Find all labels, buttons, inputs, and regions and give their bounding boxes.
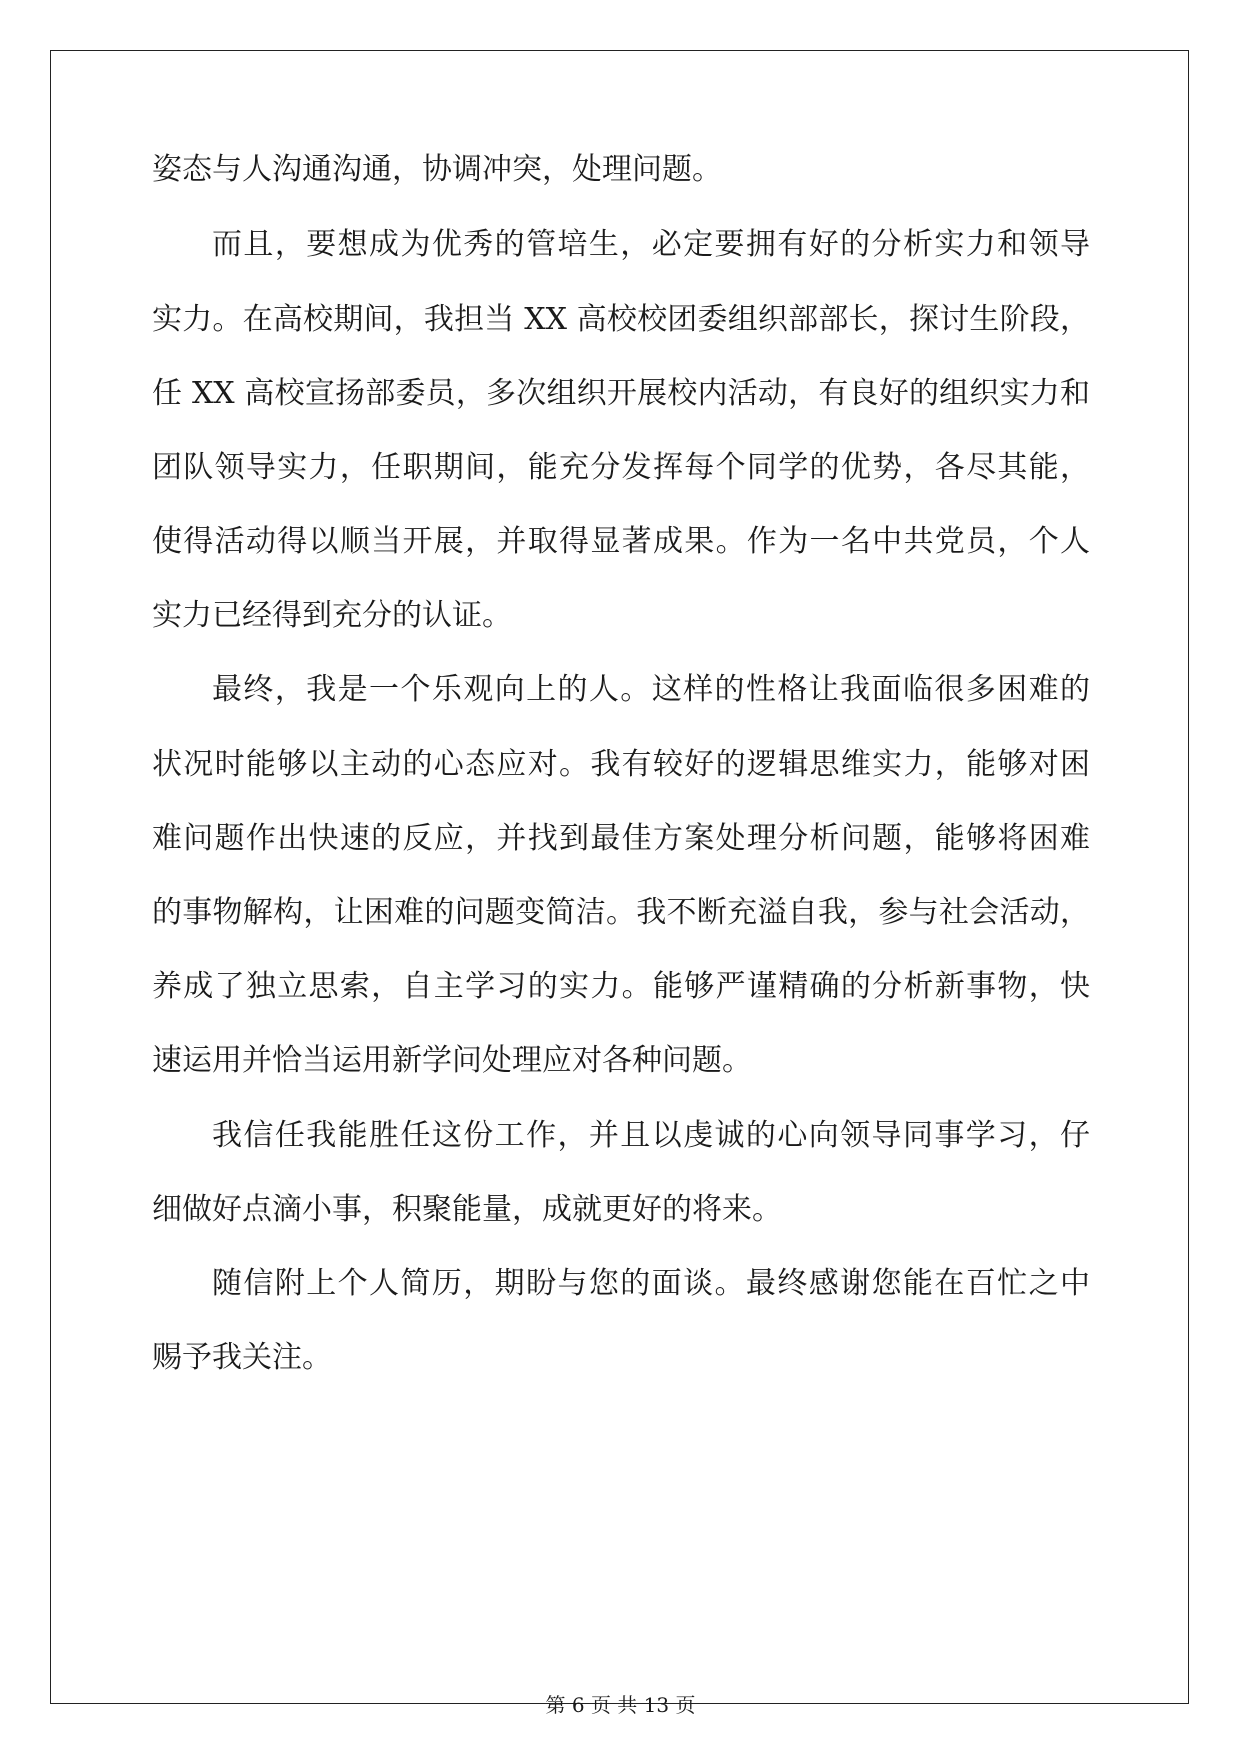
text-line: 实力已经得到充分的认证。 bbox=[152, 598, 512, 633]
text-line: 速运用并恰当运用新学问处理应对各种问题。 bbox=[152, 1043, 752, 1078]
text-line: 姿态与人沟通沟通，协调冲突，处理问题。 bbox=[152, 152, 722, 187]
text-line: 任 XX 高校宣扬部委员，多次组织开展校内活动，有良好的组织实力和 bbox=[152, 376, 1090, 411]
text-line: 实力。在高校期间，我担当 XX 高校校团委组织部部长，探讨生阶段， bbox=[152, 302, 1090, 337]
text-line: 使得活动得以顺当开展，并取得显著成果。作为一名中共党员，个人 bbox=[152, 524, 1090, 559]
text-line: 随信附上个人简历，期盼与您的面谈。最终感谢您能在百忙之中 bbox=[212, 1266, 1090, 1301]
text-line: 细做好点滴小事，积聚能量，成就更好的将来。 bbox=[152, 1192, 782, 1227]
text-line: 养成了独立思索，自主学习的实力。能够严谨精确的分析新事物，快 bbox=[152, 969, 1090, 1004]
text-line: 团队领导实力，任职期间，能充分发挥每个同学的优势，各尽其能， bbox=[152, 450, 1090, 485]
text-line: 赐予我关注。 bbox=[152, 1340, 332, 1375]
text-line: 的事物解构，让困难的问题变简洁。我不断充溢自我，参与社会活动， bbox=[152, 895, 1090, 930]
page-number-footer: 第 6 页 共 13 页 bbox=[545, 1693, 696, 1717]
text-line: 而且，要想成为优秀的管培生，必定要拥有好的分析实力和领导 bbox=[212, 227, 1090, 262]
text-line: 最终，我是一个乐观向上的人。这样的性格让我面临很多困难的 bbox=[212, 672, 1090, 707]
text-line: 难问题作出快速的反应，并找到最佳方案处理分析问题，能够将困难 bbox=[152, 821, 1090, 856]
text-line: 我信任我能胜任这份工作，并且以虔诚的心向领导同事学习，仔 bbox=[212, 1118, 1090, 1153]
text-line: 状况时能够以主动的心态应对。我有较好的逻辑思维实力，能够对困 bbox=[152, 747, 1090, 782]
